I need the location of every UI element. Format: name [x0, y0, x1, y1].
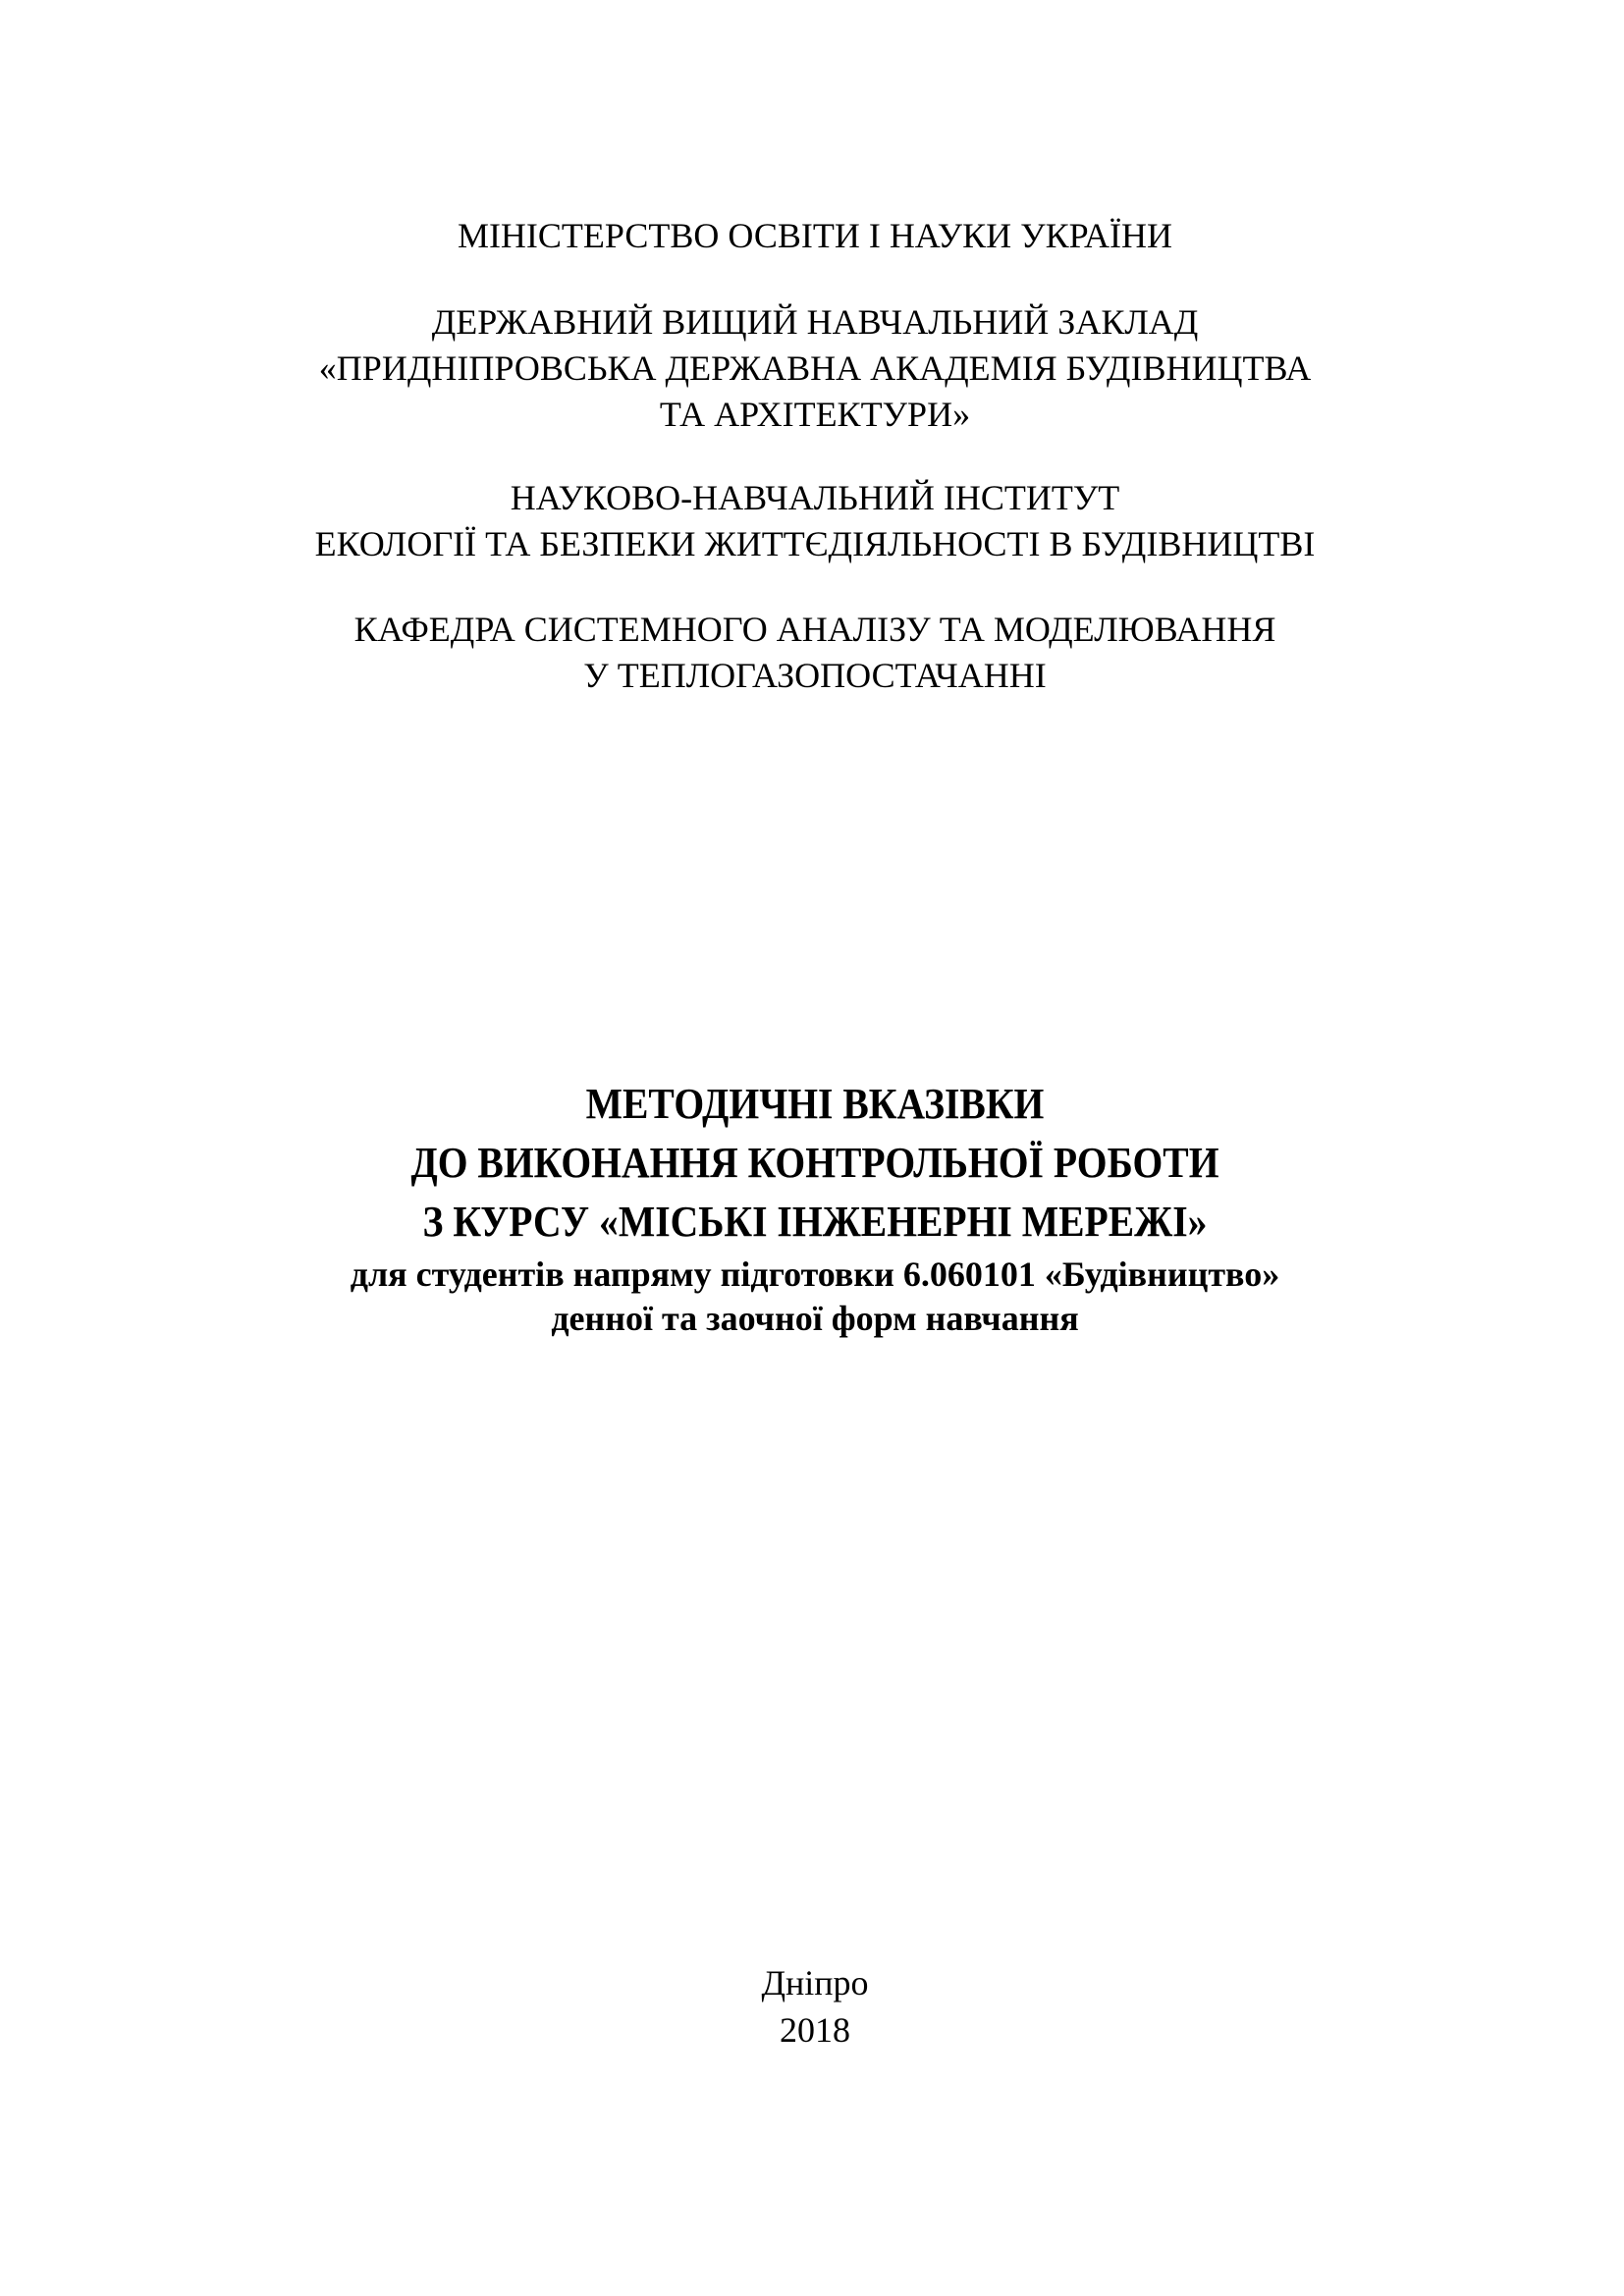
institute-name-line-2: ЕКОЛОГІЇ ТА БЕЗПЕКИ ЖИТТЄДІЯЛЬНОСТІ В БУДІВНИЦТВІ — [314, 524, 1316, 563]
department-name-line-1: КАФЕДРА СИСТЕМНОГО АНАЛІЗУ ТА МОДЕЛЮВАННЯ — [353, 610, 1276, 649]
institution-name-line-1: ДЕРЖАВНИЙ ВИЩИЙ НАВЧАЛЬНИЙ ЗАКЛАД — [431, 302, 1199, 342]
document-title-line-1: МЕТОДИЧНІ ВКАЗІВКИ — [585, 1080, 1045, 1128]
institution-name-line-2: «ПРИДНІПРОВСЬКА ДЕРЖАВНА АКАДЕМІЯ БУДІВНИЦТВА — [318, 348, 1312, 388]
audience-subtitle-line-1: для студентів напряму підготовки 6.060101 «Будівництво» — [350, 1255, 1280, 1294]
institute-name-line-1: НАУКОВО-НАВЧАЛЬНИЙ ІНСТИТУТ — [510, 478, 1120, 517]
document-title-line-2: ДО ВИКОНАННЯ КОНТРОЛЬНОЇ РОБОТИ — [410, 1139, 1219, 1187]
audience-subtitle-line-2: денної та заочної форм навчання — [551, 1299, 1079, 1338]
document-title-line-3: З КУРСУ «МІСЬКІ ІНЖЕНЕРНІ МЕРЕЖІ» — [422, 1198, 1208, 1246]
publication-year: 2018 — [780, 2010, 850, 2050]
publication-city: Дніпро — [761, 1963, 869, 2002]
department-name-line-2: У ТЕПЛОГАЗОПОСТАЧАННІ — [583, 656, 1047, 695]
institution-name-line-3: ТА АРХІТЕКТУРИ» — [659, 395, 971, 434]
ministry-name: МІНІСТЕРСТВО ОСВІТИ І НАУКИ УКРАЇНИ — [457, 216, 1173, 255]
